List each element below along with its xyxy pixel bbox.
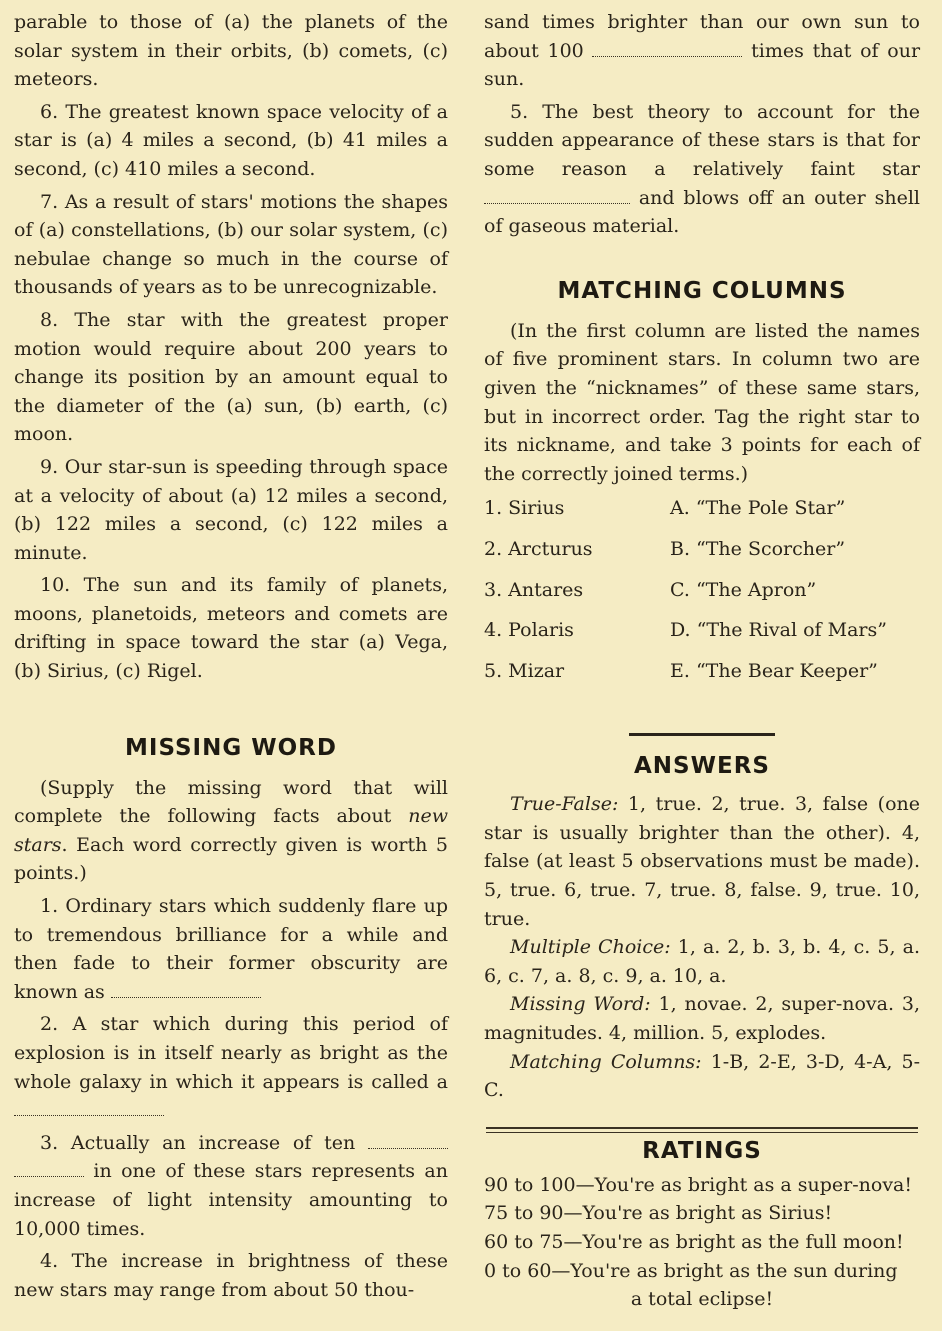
- missing-word-3: 3. Actually an increase of ten in one of these stars represents an increase of light intensity amounting to 10,000 times.: [14, 1131, 448, 1240]
- answer-blank: [592, 38, 742, 57]
- answer-blank: [368, 1130, 448, 1149]
- ratings-heading: RATINGS: [642, 1137, 762, 1164]
- star-nickname: D. “The Rival of Mars”: [670, 619, 887, 642]
- star-nickname: E. “The Bear Keeper”: [670, 659, 878, 682]
- matching-row: [484, 657, 920, 698]
- star-nickname: B. “The Scorcher”: [670, 537, 846, 560]
- star-name: 5. Mizar: [484, 659, 565, 682]
- star-name: 4. Polaris: [484, 619, 574, 642]
- matching-row: [484, 535, 920, 576]
- star-name: 2. Arcturus: [484, 537, 593, 560]
- answers-matching-columns: Matching Columns: 1-B, 2-E, 3-D, 4-A, 5-C.: [484, 1050, 920, 1102]
- star-name: 3. Antares: [484, 578, 584, 601]
- quiz-continued-text: parable to those of (a) the planets of the solar system in their orbits, (b) comets, (c) meteors.: [14, 11, 448, 91]
- ratings-list: [484, 1171, 920, 1314]
- right-column: [484, 8, 920, 1314]
- missing-word-1: 1. Ordinary stars which suddenly flare up to tremendous brilliance for a while and then fade to their former obscurity are known as: [14, 895, 448, 1003]
- double-rule-divider: [486, 1127, 918, 1133]
- missing-word-heading: MISSING WORD: [125, 734, 337, 761]
- answer-blank: [111, 979, 261, 998]
- rating-line-end: a total eclipse!: [630, 1288, 774, 1311]
- star-nickname: C. “The Apron”: [670, 578, 817, 601]
- rating-line: 75 to 90—You're as bright as Sirius!: [484, 1202, 833, 1225]
- answers-heading: ANSWERS: [634, 753, 770, 780]
- answer-blank: [14, 1097, 164, 1116]
- missing-word-4: 4. The increase in brightness of these new stars may range from about 50 thou-: [14, 1250, 448, 1301]
- star-name: 1. Sirius: [484, 497, 565, 520]
- matching-row: [484, 494, 920, 535]
- missing-word-5: 5. The best theory to account for the sudden appearance of these stars is that for some reason a relatively faint star and blows off an outer shell of gaseous material.: [484, 100, 920, 238]
- question-10: 10. The sun and its family of planets, moons, planetoids, meteors and comets are drifting in space toward the star (a) Vega, (b) Sirius, (c) Rigel.: [14, 574, 448, 683]
- matching-row: [484, 616, 920, 657]
- missing-word-instructions: (Supply the missing word that will complete the following facts about new stars. Each word correctly given is worth 5 points.): [14, 776, 448, 885]
- answers-block: [484, 790, 920, 1105]
- question-7: 7. As a result of stars' motions the shapes of (a) constellations, (b) our solar system, (c) nebulae change so much in the course of thousands of years as to be unrecognizable.: [14, 190, 448, 299]
- answers-missing-word: Missing Word: 1, novae. 2, super-nova. 3, magnitudes. 4, million. 5, explodes.: [484, 993, 920, 1045]
- answer-blank: [14, 1158, 84, 1177]
- missing-word-2: 2. A star which during this period of explosion is in itself nearly as bright as the whole galaxy in which it appears is called a: [14, 1010, 448, 1124]
- rating-line: 0 to 60—You're as bright as the sun during: [484, 1259, 898, 1282]
- answers-true-false: True-False: 1, true. 2, true. 3, false (one star is usually brighter than the other). 4, false (at least 5 observations must be made). 5, true. 6, true. 7, true. 8, false. 9, true. 10, true.: [484, 793, 920, 930]
- question-9: 9. Our star-sun is speeding through space at a velocity of about (a) 12 miles a second, (b) 122 miles a second, (c) 122 miles a minute.: [14, 455, 448, 564]
- matching-table: [484, 494, 920, 697]
- left-column: [14, 8, 448, 1304]
- rating-line: 60 to 75—You're as bright as the full moon!: [484, 1231, 904, 1253]
- section-divider: [629, 733, 775, 736]
- matching-instructions: (In the first column are listed the names of five prominent stars. In column two are given the “nicknames” of these same stars, but in incorrect order. Tag the right star to its nickname, and take 3 points for each of the correctly joined terms.): [484, 319, 920, 485]
- rating-line: 90 to 100—You're as bright as a super-nova!: [484, 1173, 913, 1196]
- question-6: 6. The greatest known space velocity of a star is (a) 4 miles a second, (b) 41 miles a second, (c) 410 miles a second.: [14, 100, 448, 180]
- matching-columns-heading: MATCHING COLUMNS: [557, 277, 847, 304]
- question-8: 8. The star with the greatest proper motion would require about 200 years to change its position by an amount equal to the diameter of the (a) sun, (b) earth, (c) moon.: [14, 308, 448, 446]
- star-nickname: A. “The Pole Star”: [670, 497, 846, 520]
- answer-blank: [484, 185, 630, 204]
- answers-multiple-choice: Multiple Choice: 1, a. 2, b. 3, b. 4, c. 5, a. 6, c. 7, a. 8, c. 9, a. 10, a.: [484, 936, 920, 987]
- matching-row: [484, 576, 920, 617]
- missing-word-4-continued: sand times brighter than our own sun to about 100 times that of our sun.: [484, 11, 921, 91]
